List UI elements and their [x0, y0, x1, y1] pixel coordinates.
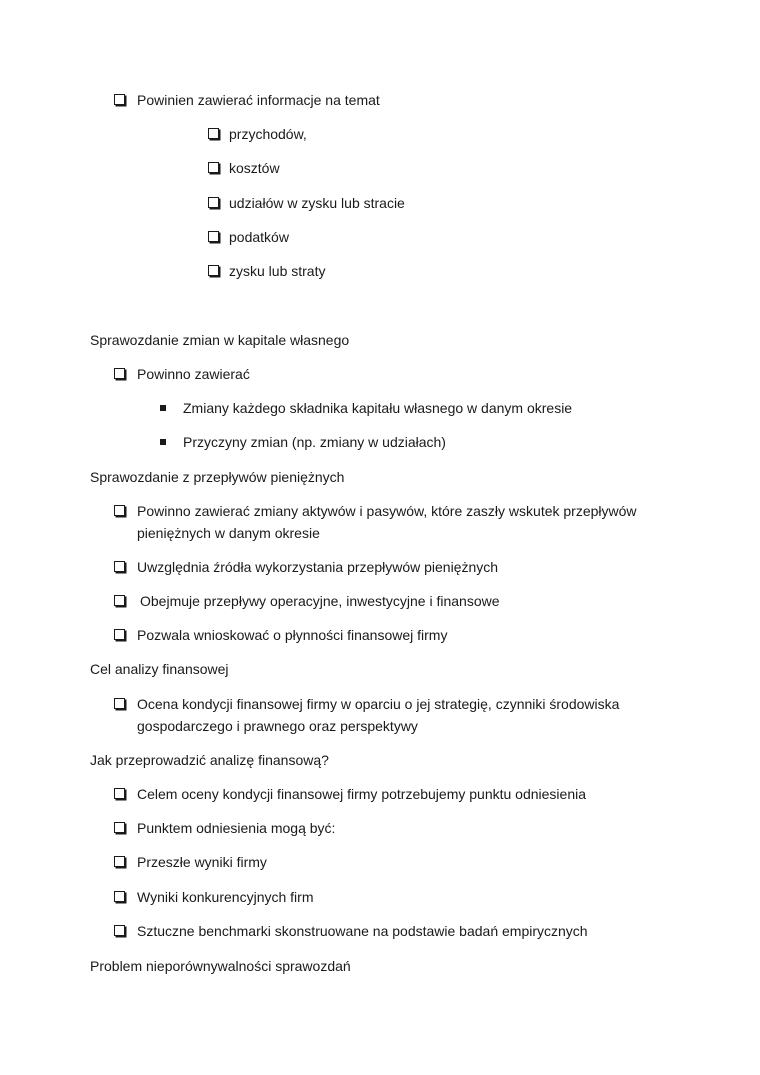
checkbox-bullet-icon — [114, 788, 125, 799]
list-item-text: Ocena kondycji finansowej firmy w oparciu o jej strategię, czynniki środowiska — [137, 696, 620, 712]
checkbox-bullet-icon — [208, 162, 219, 173]
checkbox-bullet-icon — [114, 505, 125, 516]
checkbox-bullet-icon — [208, 231, 219, 242]
checkbox-bullet-icon — [114, 925, 125, 936]
square-bullet-icon — [160, 405, 166, 411]
sub-list-item-text: kosztów — [229, 160, 280, 176]
checkbox-bullet-icon — [114, 891, 125, 902]
list-item-text: pieniężnych w danym okresie — [137, 525, 320, 541]
list-item-text: Powinien zawierać informacje na temat — [137, 92, 380, 108]
list-item-text: Sztuczne benchmarki skonstruowane na podstawie badań empirycznych — [137, 923, 588, 939]
list-item-text: Celem oceny kondycji finansowej firmy potrzebujemy punktu odniesienia — [137, 786, 587, 802]
checkbox-bullet-icon — [114, 698, 125, 709]
list-item-text: Powinno zawierać zmiany aktywów i pasywów, które zaszły wskutek przepływów — [137, 503, 637, 519]
list-item-text: Uwzględnia źródła wykorzystania przepływów pieniężnych — [137, 559, 499, 575]
list-item-text: Przeszłe wyniki firmy — [137, 854, 267, 870]
sub-list-item-text: zysku lub straty — [229, 263, 326, 279]
section-heading: Problem nieporównywalności sprawozdań — [90, 958, 351, 974]
section-heading: Cel analizy finansowej — [90, 661, 229, 677]
checkbox-bullet-icon — [208, 128, 219, 139]
checkbox-bullet-icon — [114, 629, 125, 640]
sub-list-item-text: podatków — [229, 229, 289, 245]
section-heading: Sprawozdanie z przepływów pieniężnych — [90, 469, 345, 485]
checkbox-bullet-icon — [114, 856, 125, 867]
list-item-text: Powinno zawierać — [137, 366, 250, 382]
square-bullet-icon — [160, 439, 166, 445]
checkbox-bullet-icon — [114, 561, 125, 572]
section-heading: Sprawozdanie zmian w kapitale własnego — [90, 332, 350, 348]
sub-list-item-text: przychodów, — [229, 126, 307, 142]
checkbox-bullet-icon — [114, 822, 125, 833]
checkbox-bullet-icon — [114, 595, 125, 606]
checkbox-bullet-icon — [208, 265, 219, 276]
sub-list-item-text: Przyczyny zmian (np. zmiany w udziałach) — [183, 434, 446, 450]
list-item-text: gospodarczego i prawnego oraz perspektywy — [137, 718, 418, 734]
checkbox-bullet-icon — [114, 368, 125, 379]
list-item-text: Obejmuje przepływy operacyjne, inwestycyjne i finansowe — [140, 593, 500, 609]
checkbox-bullet-icon — [208, 197, 219, 208]
list-item-text: Punktem odniesienia mogą być: — [137, 820, 336, 836]
sub-list-item-text: Zmiany każdego składnika kapitału własnego w danym okresie — [183, 400, 573, 416]
list-item-text: Pozwala wnioskować o płynności finansowej firmy — [137, 627, 448, 643]
checkbox-bullet-icon — [114, 94, 125, 105]
section-heading: Jak przeprowadzić analizę finansową? — [90, 752, 329, 768]
sub-list-item-text: udziałów w zysku lub stracie — [229, 195, 405, 211]
list-item-text: Wyniki konkurencyjnych firm — [137, 889, 314, 905]
